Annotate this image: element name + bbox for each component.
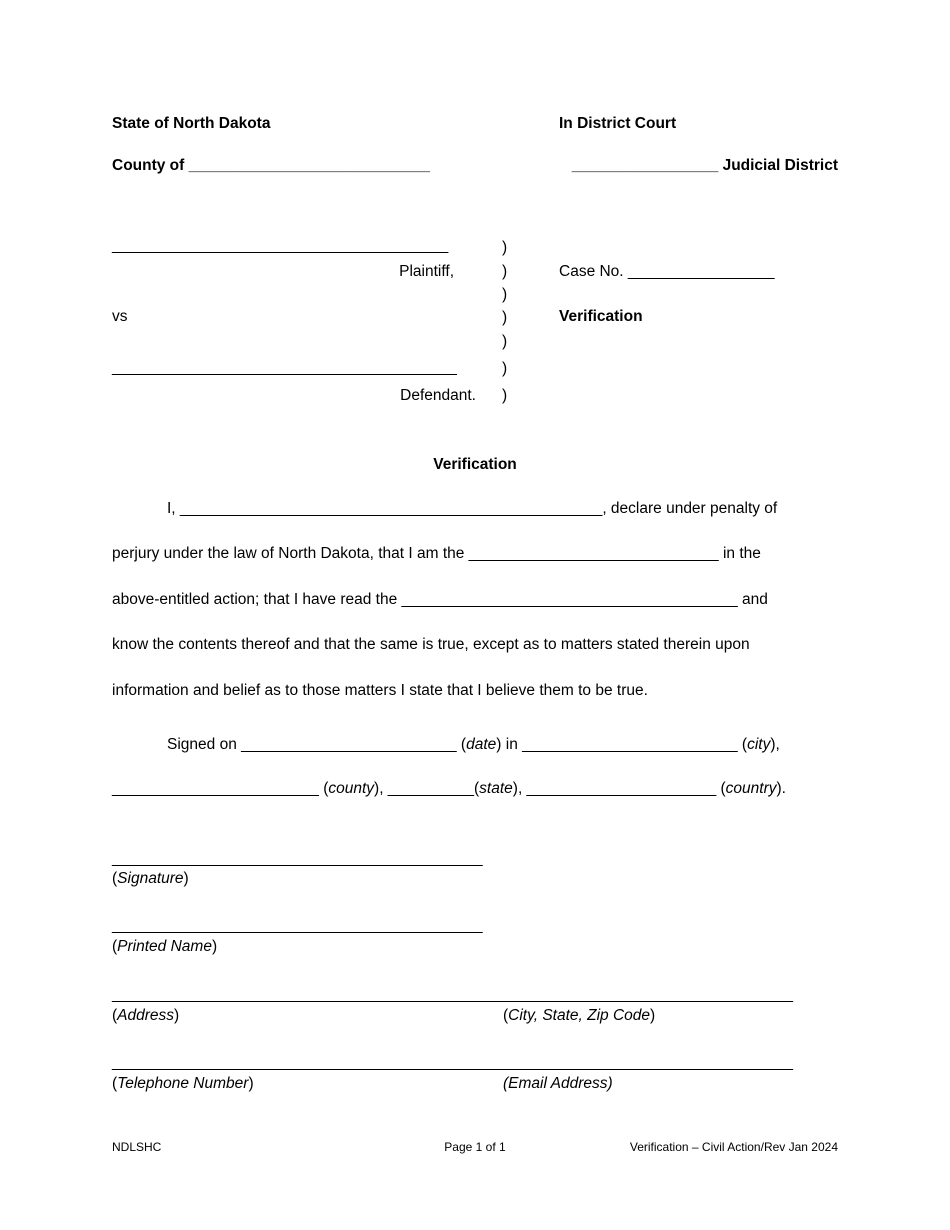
vs-label: vs xyxy=(112,308,128,325)
footer-right: Verification – Civil Action/Rev Jan 2024 xyxy=(629,1140,838,1154)
paren: ) xyxy=(502,309,508,326)
paren: ( xyxy=(112,1075,118,1092)
signed-text: Signed on _________________________ ( xyxy=(167,736,467,753)
country-label: country xyxy=(725,780,777,797)
telephone-caption xyxy=(112,1076,254,1092)
paren: ) xyxy=(650,1007,656,1024)
body-line-1: I, _________________________________________________, declare under penalty of xyxy=(167,500,778,517)
signed-text: ________________________ ( xyxy=(112,780,329,797)
signed-text: ) in _________________________ ( xyxy=(496,736,748,753)
signed-location-line xyxy=(112,781,786,797)
defendant-label: Defendant. xyxy=(400,387,476,404)
email-caption xyxy=(503,1076,613,1092)
city-state-zip-label: City, State, Zip Code xyxy=(508,1007,651,1024)
plaintiff-label: Plaintiff, xyxy=(399,263,454,280)
county-field: County of ____________________________ xyxy=(112,157,430,174)
signed-on-line xyxy=(167,737,780,753)
state-label: state xyxy=(479,780,513,797)
case-number-field: Case No. _________________ xyxy=(559,263,775,280)
signed-text: ), ______________________ ( xyxy=(512,780,726,797)
body-line-4: know the contents thereof and that the same is true, except as to matters stated therein upon xyxy=(112,636,750,653)
paren: ) xyxy=(183,870,189,887)
paren: ( xyxy=(112,870,118,887)
footer-page-number: Page 1 of 1 xyxy=(444,1140,506,1154)
date-label: date xyxy=(466,736,497,753)
state-heading: State of North Dakota xyxy=(112,115,271,132)
paren: ) xyxy=(502,387,508,404)
paren: ( xyxy=(503,1007,509,1024)
address-label: Address xyxy=(117,1007,175,1024)
court-heading: In District Court xyxy=(559,115,677,132)
footer-left: NDLSHC xyxy=(112,1140,162,1154)
paren: ( xyxy=(112,938,118,955)
paren: ) xyxy=(502,263,508,280)
telephone-label: Telephone Number xyxy=(117,1075,249,1092)
printed-name-caption xyxy=(112,939,217,955)
county-label: county xyxy=(328,780,375,797)
paren: ) xyxy=(174,1007,180,1024)
signature-label: Signature xyxy=(117,870,184,887)
paren: ( xyxy=(112,1007,118,1024)
printed-name-label: Printed Name xyxy=(117,938,212,955)
judicial-district-field: _________________ Judicial District xyxy=(571,157,838,174)
signed-text: ), xyxy=(770,736,780,753)
city-state-zip-caption xyxy=(503,1008,655,1024)
printed-name-line: ___________________________________________ xyxy=(112,917,483,934)
email-label: Email Address xyxy=(508,1075,608,1092)
contact-line: _______________________________________________________________________________ xyxy=(112,1054,794,1071)
paren: ) xyxy=(502,333,508,350)
caption-document-title: Verification xyxy=(559,308,643,325)
city-label: city xyxy=(747,736,771,753)
paren: ) xyxy=(607,1075,613,1092)
paren: ) xyxy=(211,938,218,955)
document-title: Verification xyxy=(433,456,517,473)
defendant-name-line: ________________________________________ xyxy=(112,359,457,376)
paren: ) xyxy=(502,239,508,256)
address-caption xyxy=(112,1008,179,1024)
paren: ) xyxy=(248,1075,254,1092)
signature-caption xyxy=(112,871,189,887)
paren: ) xyxy=(502,360,508,377)
signed-text: ). xyxy=(776,780,786,797)
body-line-3: above-entitled action; that I have read the _______________________________________ and xyxy=(112,591,768,608)
paren: ( xyxy=(503,1075,509,1092)
signature-line: ___________________________________________ xyxy=(112,850,483,867)
signed-text: ), __________( xyxy=(374,780,480,797)
plaintiff-name-line: _______________________________________ xyxy=(112,237,449,254)
body-line-5: information and belief as to those matters I state that I believe them to be true. xyxy=(112,682,648,699)
address-line: _______________________________________________________________________________ xyxy=(112,986,794,1003)
paren: ) xyxy=(502,286,508,303)
body-line-2: perjury under the law of North Dakota, that I am the _____________________________ in the xyxy=(112,545,761,562)
